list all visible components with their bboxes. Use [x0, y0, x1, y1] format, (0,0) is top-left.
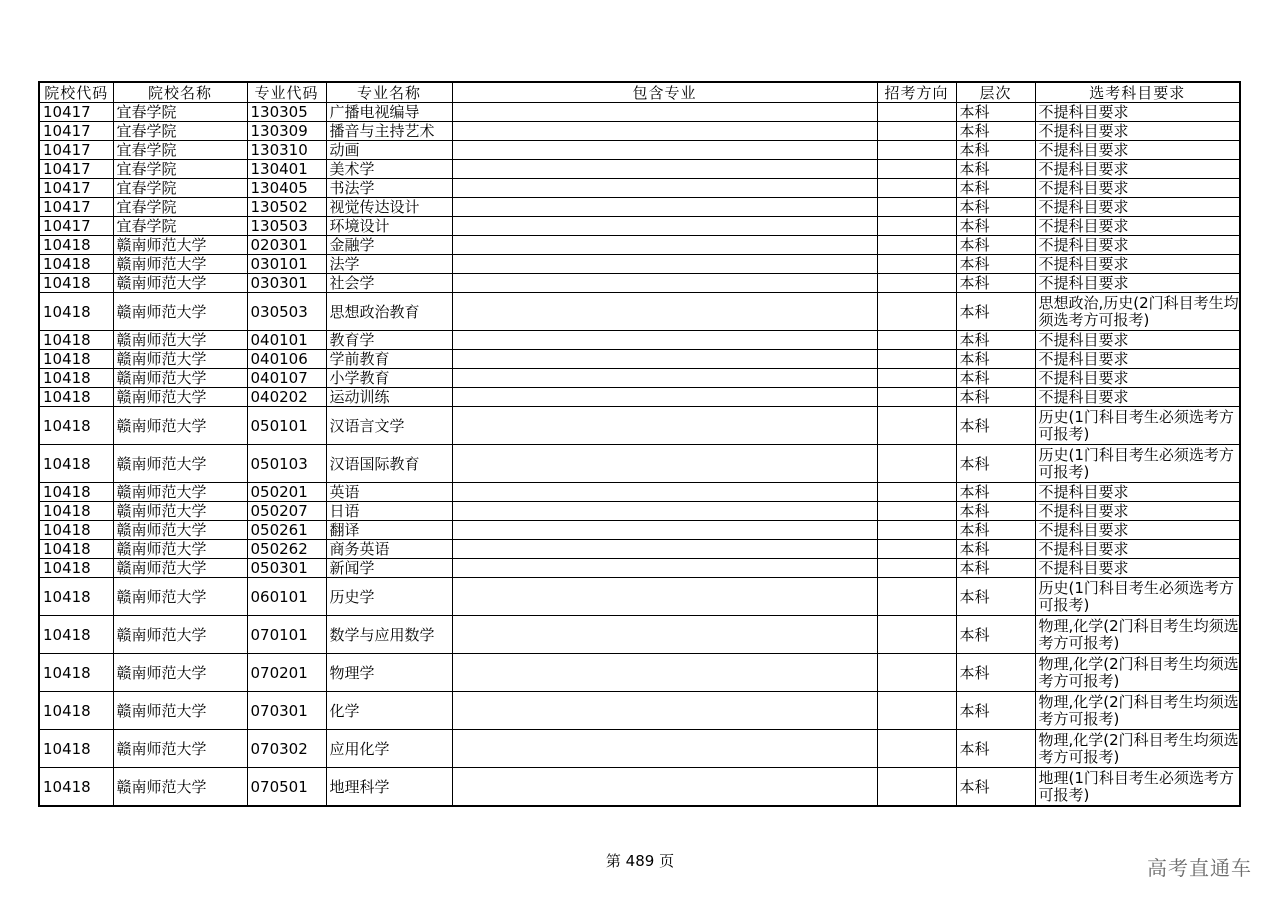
- cell-major-code: 070301: [247, 692, 326, 730]
- cell-school-code: 10418: [39, 521, 113, 540]
- cell-level: 本科: [956, 730, 1035, 768]
- cell-major-name: 法学: [326, 255, 452, 274]
- cell-included-majors: [452, 578, 877, 616]
- cell-subject-requirement: 不提科目要求: [1035, 502, 1240, 521]
- cell-direction: [877, 217, 956, 236]
- cell-direction: [877, 160, 956, 179]
- table-row: [39, 103, 1240, 122]
- cell-direction: [877, 521, 956, 540]
- cell-school-name: 宜春学院: [113, 122, 247, 141]
- cell-direction: [877, 103, 956, 122]
- cell-school-name: 赣南师范大学: [113, 559, 247, 578]
- cell-school-name: 宜春学院: [113, 217, 247, 236]
- cell-included-majors: [452, 483, 877, 502]
- cell-level: 本科: [956, 578, 1035, 616]
- table-row: [39, 122, 1240, 141]
- header-subject-requirement: 选考科目要求: [1035, 82, 1240, 103]
- cell-school-code: 10418: [39, 293, 113, 331]
- cell-subject-requirement: 思想政治,历史(2门科目考生均须选考方可报考): [1035, 293, 1240, 331]
- cell-school-code: 10418: [39, 236, 113, 255]
- cell-level: 本科: [956, 407, 1035, 445]
- cell-school-name: 赣南师范大学: [113, 654, 247, 692]
- cell-school-code: 10418: [39, 274, 113, 293]
- cell-major-code: 040107: [247, 369, 326, 388]
- cell-included-majors: [452, 141, 877, 160]
- table-row: [39, 483, 1240, 502]
- watermark-logo: 高考直通车: [1147, 856, 1252, 880]
- cell-included-majors: [452, 369, 877, 388]
- cell-school-code: 10418: [39, 369, 113, 388]
- cell-major-code: 050301: [247, 559, 326, 578]
- cell-school-code: 10418: [39, 692, 113, 730]
- cell-direction: [877, 293, 956, 331]
- cell-school-code: 10418: [39, 578, 113, 616]
- cell-subject-requirement: 不提科目要求: [1035, 103, 1240, 122]
- cell-major-code: 020301: [247, 236, 326, 255]
- cell-major-name: 思想政治教育: [326, 293, 452, 331]
- cell-level: 本科: [956, 350, 1035, 369]
- cell-subject-requirement: 不提科目要求: [1035, 122, 1240, 141]
- header-direction: 招考方向: [877, 82, 956, 103]
- header-included-majors: 包含专业: [452, 82, 877, 103]
- cell-subject-requirement: 不提科目要求: [1035, 331, 1240, 350]
- table-row: [39, 578, 1240, 616]
- cell-subject-requirement: 历史(1门科目考生必须选考方可报考): [1035, 407, 1240, 445]
- cell-school-name: 赣南师范大学: [113, 616, 247, 654]
- cell-major-code: 050101: [247, 407, 326, 445]
- cell-subject-requirement: 历史(1门科目考生必须选考方可报考): [1035, 578, 1240, 616]
- cell-direction: [877, 578, 956, 616]
- cell-subject-requirement: 物理,化学(2门科目考生均须选考方可报考): [1035, 730, 1240, 768]
- cell-subject-requirement: 历史(1门科目考生必须选考方可报考): [1035, 445, 1240, 483]
- cell-school-name: 赣南师范大学: [113, 331, 247, 350]
- cell-major-name: 地理科学: [326, 768, 452, 807]
- cell-major-name: 日语: [326, 502, 452, 521]
- header-major-code: 专业代码: [247, 82, 326, 103]
- cell-school-name: 赣南师范大学: [113, 369, 247, 388]
- cell-major-code: 130502: [247, 198, 326, 217]
- cell-included-majors: [452, 331, 877, 350]
- cell-school-name: 赣南师范大学: [113, 255, 247, 274]
- cell-school-name: 赣南师范大学: [113, 578, 247, 616]
- cell-included-majors: [452, 179, 877, 198]
- cell-major-code: 040106: [247, 350, 326, 369]
- cell-subject-requirement: 不提科目要求: [1035, 179, 1240, 198]
- cell-direction: [877, 350, 956, 369]
- cell-level: 本科: [956, 331, 1035, 350]
- cell-school-name: 赣南师范大学: [113, 388, 247, 407]
- cell-major-name: 新闻学: [326, 559, 452, 578]
- cell-included-majors: [452, 730, 877, 768]
- cell-level: 本科: [956, 198, 1035, 217]
- cell-major-code: 130401: [247, 160, 326, 179]
- cell-direction: [877, 236, 956, 255]
- cell-included-majors: [452, 160, 877, 179]
- cell-level: 本科: [956, 616, 1035, 654]
- table-row: [39, 616, 1240, 654]
- page-number: 第 489 页: [605, 852, 675, 870]
- cell-direction: [877, 616, 956, 654]
- cell-school-name: 赣南师范大学: [113, 502, 247, 521]
- cell-major-code: 050261: [247, 521, 326, 540]
- cell-major-name: 学前教育: [326, 350, 452, 369]
- cell-included-majors: [452, 350, 877, 369]
- table-row: [39, 236, 1240, 255]
- cell-subject-requirement: 不提科目要求: [1035, 483, 1240, 502]
- cell-school-code: 10417: [39, 141, 113, 160]
- cell-subject-requirement: 不提科目要求: [1035, 350, 1240, 369]
- cell-major-code: 130310: [247, 141, 326, 160]
- cell-major-name: 金融学: [326, 236, 452, 255]
- cell-subject-requirement: 不提科目要求: [1035, 236, 1240, 255]
- cell-school-name: 赣南师范大学: [113, 540, 247, 559]
- cell-school-code: 10417: [39, 122, 113, 141]
- cell-major-code: 030301: [247, 274, 326, 293]
- cell-included-majors: [452, 502, 877, 521]
- cell-major-name: 书法学: [326, 179, 452, 198]
- cell-direction: [877, 445, 956, 483]
- table-row: [39, 559, 1240, 578]
- header-school-name: 院校名称: [113, 82, 247, 103]
- cell-included-majors: [452, 521, 877, 540]
- table-row: [39, 407, 1240, 445]
- cell-major-code: 070302: [247, 730, 326, 768]
- cell-level: 本科: [956, 141, 1035, 160]
- table-body: [39, 103, 1240, 807]
- header-major-name: 专业名称: [326, 82, 452, 103]
- cell-major-name: 物理学: [326, 654, 452, 692]
- table-row: [39, 217, 1240, 236]
- cell-included-majors: [452, 407, 877, 445]
- header-school-code: 院校代码: [39, 82, 113, 103]
- cell-level: 本科: [956, 255, 1035, 274]
- cell-level: 本科: [956, 122, 1035, 141]
- cell-level: 本科: [956, 445, 1035, 483]
- cell-direction: [877, 559, 956, 578]
- cell-direction: [877, 692, 956, 730]
- table-row: [39, 692, 1240, 730]
- cell-school-name: 宜春学院: [113, 179, 247, 198]
- table-row: [39, 502, 1240, 521]
- cell-school-code: 10418: [39, 255, 113, 274]
- cell-school-code: 10417: [39, 160, 113, 179]
- cell-major-name: 应用化学: [326, 730, 452, 768]
- cell-major-code: 070101: [247, 616, 326, 654]
- table-row: [39, 730, 1240, 768]
- header-level: 层次: [956, 82, 1035, 103]
- cell-direction: [877, 198, 956, 217]
- cell-subject-requirement: 不提科目要求: [1035, 521, 1240, 540]
- table-row: [39, 274, 1240, 293]
- cell-school-code: 10418: [39, 483, 113, 502]
- cell-direction: [877, 388, 956, 407]
- table-row: [39, 160, 1240, 179]
- cell-included-majors: [452, 445, 877, 483]
- cell-major-code: 060101: [247, 578, 326, 616]
- cell-level: 本科: [956, 559, 1035, 578]
- cell-major-code: 130309: [247, 122, 326, 141]
- table-row: [39, 768, 1240, 807]
- cell-included-majors: [452, 692, 877, 730]
- cell-school-name: 赣南师范大学: [113, 730, 247, 768]
- cell-subject-requirement: 不提科目要求: [1035, 160, 1240, 179]
- cell-major-name: 教育学: [326, 331, 452, 350]
- cell-school-code: 10418: [39, 407, 113, 445]
- cell-level: 本科: [956, 521, 1035, 540]
- cell-major-name: 视觉传达设计: [326, 198, 452, 217]
- cell-level: 本科: [956, 236, 1035, 255]
- table-row: [39, 388, 1240, 407]
- table-row: [39, 521, 1240, 540]
- cell-school-name: 宜春学院: [113, 160, 247, 179]
- cell-subject-requirement: 地理(1门科目考生必须选考方可报考): [1035, 768, 1240, 807]
- cell-subject-requirement: 不提科目要求: [1035, 369, 1240, 388]
- cell-subject-requirement: 物理,化学(2门科目考生均须选考方可报考): [1035, 654, 1240, 692]
- cell-major-name: 化学: [326, 692, 452, 730]
- header-row: [39, 82, 1240, 103]
- cell-included-majors: [452, 255, 877, 274]
- cell-subject-requirement: 不提科目要求: [1035, 274, 1240, 293]
- cell-level: 本科: [956, 654, 1035, 692]
- cell-level: 本科: [956, 179, 1035, 198]
- cell-level: 本科: [956, 293, 1035, 331]
- cell-school-name: 赣南师范大学: [113, 293, 247, 331]
- cell-major-name: 美术学: [326, 160, 452, 179]
- cell-major-name: 小学教育: [326, 369, 452, 388]
- cell-direction: [877, 540, 956, 559]
- cell-major-code: 040101: [247, 331, 326, 350]
- cell-major-name: 播音与主持艺术: [326, 122, 452, 141]
- cell-school-code: 10418: [39, 730, 113, 768]
- cell-school-code: 10418: [39, 768, 113, 807]
- cell-level: 本科: [956, 502, 1035, 521]
- admission-table: [38, 81, 1241, 807]
- cell-level: 本科: [956, 540, 1035, 559]
- cell-school-name: 赣南师范大学: [113, 692, 247, 730]
- cell-included-majors: [452, 616, 877, 654]
- cell-school-code: 10418: [39, 616, 113, 654]
- cell-subject-requirement: 物理,化学(2门科目考生均须选考方可报考): [1035, 616, 1240, 654]
- cell-major-code: 030503: [247, 293, 326, 331]
- cell-major-code: 130503: [247, 217, 326, 236]
- table-row: [39, 350, 1240, 369]
- cell-school-code: 10417: [39, 103, 113, 122]
- cell-included-majors: [452, 654, 877, 692]
- cell-major-name: 汉语国际教育: [326, 445, 452, 483]
- cell-level: 本科: [956, 160, 1035, 179]
- cell-level: 本科: [956, 483, 1035, 502]
- cell-major-code: 070201: [247, 654, 326, 692]
- cell-school-name: 宜春学院: [113, 103, 247, 122]
- cell-school-code: 10418: [39, 445, 113, 483]
- cell-major-code: 030101: [247, 255, 326, 274]
- cell-major-name: 商务英语: [326, 540, 452, 559]
- cell-school-name: 赣南师范大学: [113, 445, 247, 483]
- cell-major-name: 动画: [326, 141, 452, 160]
- cell-school-code: 10418: [39, 559, 113, 578]
- cell-major-code: 050207: [247, 502, 326, 521]
- cell-school-code: 10418: [39, 540, 113, 559]
- cell-direction: [877, 179, 956, 198]
- cell-school-code: 10417: [39, 179, 113, 198]
- cell-school-name: 赣南师范大学: [113, 768, 247, 807]
- cell-school-name: 赣南师范大学: [113, 350, 247, 369]
- cell-major-name: 翻译: [326, 521, 452, 540]
- cell-school-name: 宜春学院: [113, 198, 247, 217]
- cell-level: 本科: [956, 768, 1035, 807]
- cell-subject-requirement: 不提科目要求: [1035, 559, 1240, 578]
- cell-direction: [877, 369, 956, 388]
- cell-included-majors: [452, 103, 877, 122]
- cell-level: 本科: [956, 274, 1035, 293]
- cell-subject-requirement: 不提科目要求: [1035, 141, 1240, 160]
- cell-major-name: 社会学: [326, 274, 452, 293]
- cell-school-name: 宜春学院: [113, 141, 247, 160]
- table-row: [39, 540, 1240, 559]
- cell-major-code: 050201: [247, 483, 326, 502]
- table-row: [39, 445, 1240, 483]
- cell-subject-requirement: 不提科目要求: [1035, 540, 1240, 559]
- cell-direction: [877, 730, 956, 768]
- cell-school-name: 赣南师范大学: [113, 483, 247, 502]
- cell-level: 本科: [956, 103, 1035, 122]
- cell-direction: [877, 407, 956, 445]
- cell-level: 本科: [956, 217, 1035, 236]
- cell-included-majors: [452, 236, 877, 255]
- cell-major-name: 历史学: [326, 578, 452, 616]
- table-row: [39, 255, 1240, 274]
- cell-major-code: 040202: [247, 388, 326, 407]
- cell-direction: [877, 502, 956, 521]
- table-row: [39, 198, 1240, 217]
- table-row: [39, 331, 1240, 350]
- cell-school-code: 10418: [39, 654, 113, 692]
- cell-major-code: 050262: [247, 540, 326, 559]
- cell-major-code: 130405: [247, 179, 326, 198]
- cell-level: 本科: [956, 369, 1035, 388]
- cell-major-name: 英语: [326, 483, 452, 502]
- cell-direction: [877, 483, 956, 502]
- cell-included-majors: [452, 388, 877, 407]
- cell-direction: [877, 768, 956, 807]
- cell-major-code: 070501: [247, 768, 326, 807]
- cell-direction: [877, 331, 956, 350]
- cell-major-code: 050103: [247, 445, 326, 483]
- cell-school-code: 10417: [39, 217, 113, 236]
- cell-subject-requirement: 不提科目要求: [1035, 217, 1240, 236]
- cell-included-majors: [452, 293, 877, 331]
- cell-school-name: 赣南师范大学: [113, 407, 247, 445]
- cell-school-name: 赣南师范大学: [113, 274, 247, 293]
- cell-major-name: 运动训练: [326, 388, 452, 407]
- table-row: [39, 179, 1240, 198]
- cell-direction: [877, 654, 956, 692]
- cell-subject-requirement: 不提科目要求: [1035, 198, 1240, 217]
- cell-school-name: 赣南师范大学: [113, 236, 247, 255]
- cell-included-majors: [452, 122, 877, 141]
- cell-major-name: 环境设计: [326, 217, 452, 236]
- cell-included-majors: [452, 198, 877, 217]
- cell-major-name: 汉语言文学: [326, 407, 452, 445]
- cell-direction: [877, 122, 956, 141]
- cell-level: 本科: [956, 692, 1035, 730]
- cell-major-name: 数学与应用数学: [326, 616, 452, 654]
- cell-included-majors: [452, 540, 877, 559]
- table-row: [39, 141, 1240, 160]
- cell-school-name: 赣南师范大学: [113, 521, 247, 540]
- cell-included-majors: [452, 559, 877, 578]
- cell-included-majors: [452, 217, 877, 236]
- cell-subject-requirement: 不提科目要求: [1035, 255, 1240, 274]
- cell-subject-requirement: 不提科目要求: [1035, 388, 1240, 407]
- table-row: [39, 369, 1240, 388]
- cell-included-majors: [452, 768, 877, 807]
- table-row: [39, 654, 1240, 692]
- table-row: [39, 293, 1240, 331]
- cell-school-code: 10418: [39, 502, 113, 521]
- cell-major-name: 广播电视编导: [326, 103, 452, 122]
- cell-school-code: 10418: [39, 331, 113, 350]
- cell-major-code: 130305: [247, 103, 326, 122]
- cell-direction: [877, 274, 956, 293]
- cell-subject-requirement: 物理,化学(2门科目考生均须选考方可报考): [1035, 692, 1240, 730]
- cell-direction: [877, 141, 956, 160]
- cell-included-majors: [452, 274, 877, 293]
- cell-school-code: 10417: [39, 198, 113, 217]
- cell-school-code: 10418: [39, 350, 113, 369]
- cell-level: 本科: [956, 388, 1035, 407]
- cell-school-code: 10418: [39, 388, 113, 407]
- cell-direction: [877, 255, 956, 274]
